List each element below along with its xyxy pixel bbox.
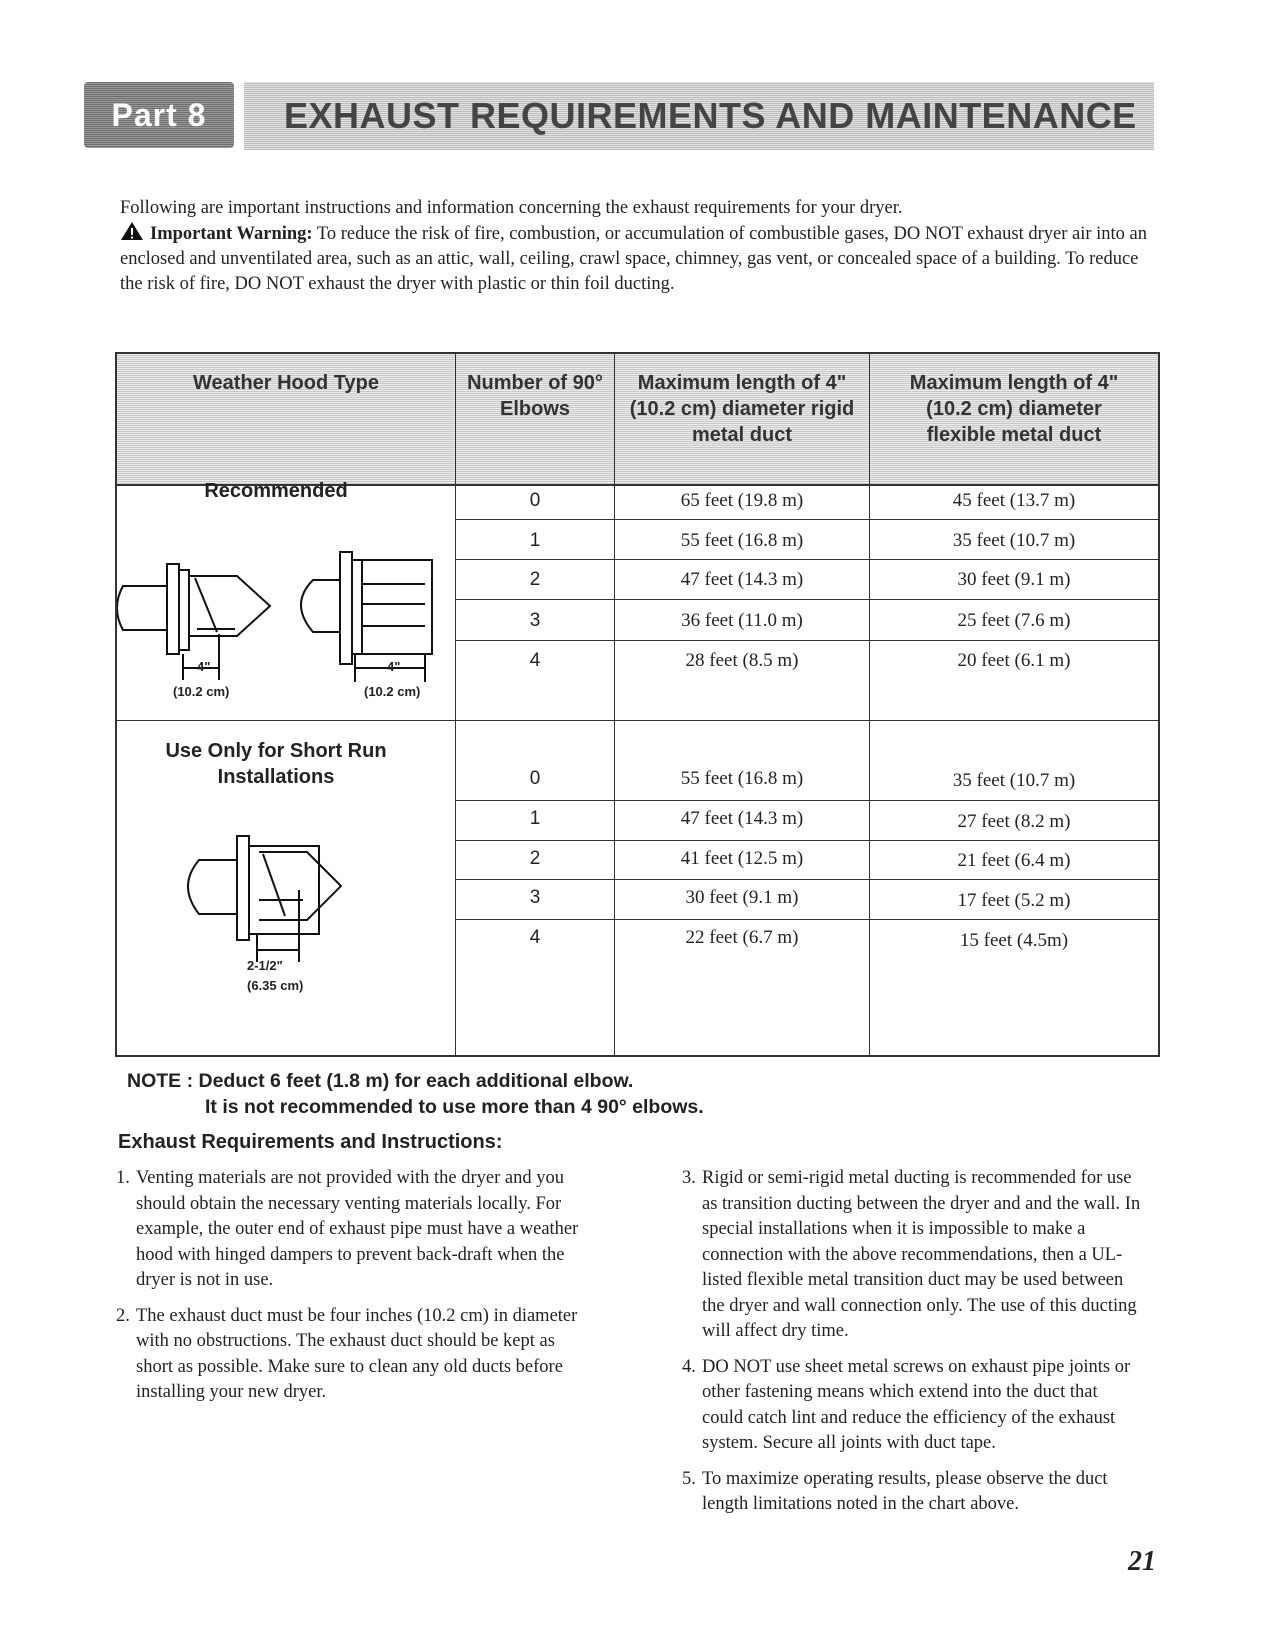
exhaust-length-table bbox=[115, 352, 1160, 1057]
cell-flexible: 30 feet (9.1 m) bbox=[957, 569, 1071, 590]
instructions-right-column bbox=[682, 1166, 1142, 1528]
cell-elbows: 0 bbox=[529, 490, 541, 511]
cell-flexible: 17 feet (5.2 m) bbox=[957, 890, 1071, 911]
cell-elbows: 4 bbox=[529, 927, 541, 948]
cell-flexible: 21 feet (6.4 m) bbox=[957, 850, 1071, 871]
cell-elbows: 2 bbox=[529, 569, 541, 590]
cell-rigid: 30 feet (9.1 m) bbox=[685, 887, 799, 908]
cell-elbows: 1 bbox=[529, 530, 541, 551]
cell-rigid: 22 feet (6.7 m) bbox=[685, 927, 799, 948]
list-item: 1. Venting materials are not provided with the dryer and you should obtain the necessary venting materials locally. For example, the outer end of exhaust pipe must have a weather hood with hinged dampers to prevent back-draft when the dryer is not in use. bbox=[116, 1168, 579, 1290]
cell-rigid: 47 feet (14.3 m) bbox=[680, 808, 804, 829]
intro-line: Following are important instructions and information concerning the exhaust requirements for your dryer. bbox=[120, 198, 903, 218]
cell-rigid: 65 feet (19.8 m) bbox=[680, 490, 804, 511]
instructions-title: Exhaust Requirements and Instructions: bbox=[118, 1131, 503, 1153]
section-recommended-title: Recommended bbox=[204, 480, 348, 502]
cell-rigid: 47 feet (14.3 m) bbox=[680, 569, 804, 590]
dim-label: (10.2 cm) bbox=[364, 684, 421, 699]
dim-label: (10.2 cm) bbox=[173, 684, 230, 699]
warning-label: Important Warning: bbox=[150, 224, 313, 244]
cell-elbows: 3 bbox=[529, 610, 541, 631]
header-rigid: Maximum length of 4" (10.2 cm) diameter rigid metal duct bbox=[629, 372, 855, 446]
warning-paragraph bbox=[120, 221, 1160, 297]
cell-flexible: 20 feet (6.1 m) bbox=[957, 650, 1071, 671]
cell-elbows: 1 bbox=[529, 808, 541, 829]
header-hood-type: Weather Hood Type bbox=[193, 372, 379, 394]
part-badge bbox=[84, 82, 234, 148]
cell-rigid: 41 feet (12.5 m) bbox=[680, 848, 804, 869]
dim-label: 4" bbox=[197, 659, 211, 674]
section-header bbox=[244, 82, 1154, 150]
cell-rigid: 36 feet (11.0 m) bbox=[681, 610, 803, 631]
note-line: It is not recommended to use more than 4 90° elbows. bbox=[205, 1096, 704, 1118]
cell-flexible: 25 feet (7.6 m) bbox=[957, 610, 1071, 631]
page-number: 21 bbox=[1128, 1546, 1156, 1577]
cell-elbows: 3 bbox=[529, 887, 541, 908]
elbow-note bbox=[127, 1068, 704, 1120]
section-title: EXHAUST REQUIREMENTS AND MAINTENANCE bbox=[284, 95, 1137, 136]
cell-flexible: 35 feet (10.7 m) bbox=[952, 770, 1076, 791]
cell-elbows: 2 bbox=[529, 848, 541, 869]
short-run-hood-diagram bbox=[157, 824, 397, 964]
cell-rigid: 28 feet (8.5 m) bbox=[685, 650, 799, 671]
part-label: Part 8 bbox=[111, 96, 207, 133]
note-line: NOTE : Deduct 6 feet (1.8 m) for each additional elbow. bbox=[127, 1070, 634, 1092]
warning-icon bbox=[120, 221, 144, 241]
instructions-left-column bbox=[116, 1166, 586, 1416]
cell-flexible: 15 feet (4.5m) bbox=[959, 930, 1069, 951]
cell-flexible: 35 feet (10.7 m) bbox=[952, 530, 1076, 551]
cell-elbows: 0 bbox=[529, 768, 541, 789]
cell-rigid: 55 feet (16.8 m) bbox=[680, 768, 804, 789]
section-short-run-title: Use Only for Short Run Installations bbox=[165, 740, 387, 788]
list-item: 2. The exhaust duct must be four inches (10.2 cm) in diameter with no obstructions. The exhaust duct should be kept as short as possible. Make sure to clean any old ducts before installing your new dryer. bbox=[116, 1305, 578, 1402]
dim-label: 4" bbox=[387, 659, 401, 674]
cell-elbows: 4 bbox=[529, 650, 541, 671]
table-header-row bbox=[117, 354, 1158, 486]
cell-flexible: 27 feet (8.2 m) bbox=[957, 811, 1071, 832]
header-elbows: Number of 90° Elbows bbox=[467, 372, 603, 420]
intro bbox=[120, 196, 1160, 297]
dim-label: 2-1/2" bbox=[247, 958, 283, 973]
recommended-hood-diagrams bbox=[117, 534, 453, 704]
cell-rigid: 55 feet (16.8 m) bbox=[680, 530, 804, 551]
list-item: 5. To maximize operating results, please observe the duct length limitations noted in the chart above. bbox=[682, 1468, 1108, 1514]
list-item: 4. DO NOT use sheet metal screws on exhaust pipe joints or other fastening means which extend into the duct that could catch lint and reduce the efficiency of the exhaust system. Secure all joints with duct tape. bbox=[682, 1356, 1131, 1453]
dim-label: (6.35 cm) bbox=[247, 978, 304, 993]
list-item: 3. Rigid or semi-rigid metal ducting is recommended for use as transition ducting between the dryer and and the wall. In special installations when it is impossible to make a connection with the above recommendations, then a UL-listed flexible metal transition duct may be used between the dryer and wall connection only. The use of this ducting will affect dry time. bbox=[682, 1168, 1141, 1341]
cell-flexible: 45 feet (13.7 m) bbox=[952, 490, 1076, 511]
header-flexible: Maximum length of 4" (10.2 cm) diameter flexible metal duct bbox=[909, 372, 1119, 446]
warning-text: To reduce the risk of fire, combustion, or accumulation of combustible gases, DO NOT exhaust dryer air into an enclosed and unventilated area, such as an attic, wall, ceiling, crawl space, chimney, gas vent, or concealed space of a building. To reduce the risk of fire, DO NOT exhaust the dryer with plastic or thin foil ducting. bbox=[120, 224, 1148, 294]
